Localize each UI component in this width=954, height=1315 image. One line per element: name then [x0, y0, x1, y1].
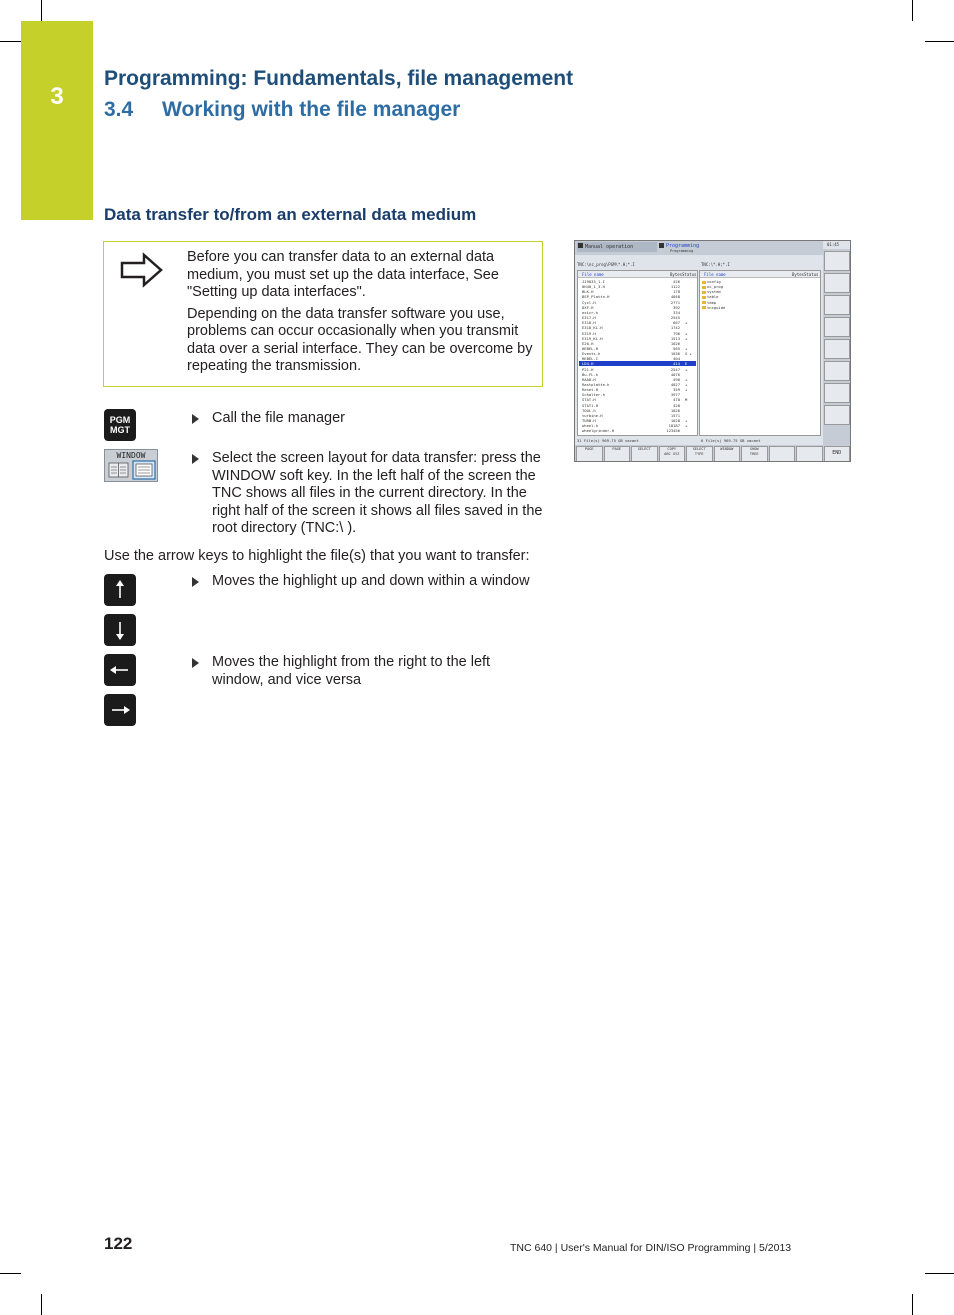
file-row[interactable]	[579, 428, 696, 433]
file-name: P21.H	[582, 366, 594, 372]
file-name: Bu-FL.h	[582, 371, 599, 377]
col-status: Status	[804, 272, 819, 277]
softkey[interactable]	[741, 446, 768, 462]
softkey[interactable]	[576, 446, 603, 462]
arrow-left-key[interactable]	[104, 654, 136, 686]
split-window-icon	[104, 449, 158, 482]
file-bytes: 1036	[670, 351, 680, 357]
file-name: HEBEL.H	[582, 345, 599, 351]
file-status: +	[685, 387, 688, 393]
file-name: Reset.H	[582, 387, 599, 393]
softkey-sublabel: ABC XYZ	[664, 452, 680, 456]
page-number: 122	[104, 1234, 133, 1253]
arrow-keys-intro: Use the arrow keys to highlight the file(s) that you want to transfer:	[104, 548, 530, 564]
softkey[interactable]	[686, 446, 713, 462]
col-file-name: File name	[582, 272, 604, 277]
clock: 01:45	[827, 242, 840, 247]
file-name: STAT1.H	[582, 402, 599, 408]
file-bytes: 428	[673, 402, 680, 408]
folder-row[interactable]	[702, 305, 725, 310]
file-bytes: 2545	[670, 315, 680, 321]
softkey[interactable]	[604, 446, 631, 462]
file-name: STAT.H	[582, 397, 596, 403]
file-bytes: 392	[673, 304, 680, 310]
softkey-label: PAGE	[584, 447, 594, 451]
arrow-down-icon	[104, 614, 136, 646]
folder-name: config	[707, 279, 721, 284]
chapter-number: 3	[50, 83, 64, 110]
step-text: Moves the highlight from the right to the left window, and vice versa	[212, 654, 491, 688]
bullet-triangle-icon	[192, 658, 199, 668]
tnc-screenshot	[574, 240, 851, 462]
side-softkey[interactable]	[824, 317, 850, 337]
file-status: S +	[685, 351, 692, 357]
folder-name: table	[707, 294, 719, 300]
file-status: +	[685, 418, 688, 424]
softkey-sublabel: TREE	[749, 452, 759, 456]
file-name: E318_KL.H	[582, 325, 603, 331]
side-softkey[interactable]	[824, 361, 850, 381]
file-name: BSP_Plattn.H	[582, 294, 610, 300]
file-name: Cycl.H	[582, 299, 596, 305]
pgm-mgt-key[interactable]	[104, 409, 136, 441]
right-column-header	[700, 271, 820, 278]
folder-icon	[702, 286, 706, 289]
bullet-triangle-icon	[192, 414, 199, 424]
crop-mark	[0, 1273, 21, 1274]
side-softkey[interactable]	[824, 273, 850, 293]
right-panel	[699, 270, 821, 436]
file-bytes: 1513	[670, 335, 680, 341]
folder-icon	[702, 291, 706, 294]
crop-mark	[925, 41, 954, 42]
crop-mark	[912, 1294, 913, 1315]
arrow-up-key[interactable]	[104, 574, 136, 606]
file-name: wheelgrinder.H	[582, 428, 615, 434]
file-bytes: 1571	[670, 412, 680, 418]
col-bytes: Bytes	[670, 272, 683, 277]
bullet-triangle-icon	[192, 454, 199, 464]
file-bytes: 4027	[670, 382, 680, 387]
softkey[interactable]	[769, 446, 796, 462]
file-name: Schalter.h	[582, 392, 605, 398]
file-bytes: 667	[673, 320, 680, 326]
mode-left-label: Manual operation	[585, 244, 634, 250]
file-bytes: 1028	[670, 418, 680, 424]
col-file-name: File name	[704, 272, 726, 277]
col-status: Status	[682, 272, 697, 277]
folder-icon	[702, 281, 706, 284]
window-softkey-label: WINDOW	[116, 451, 146, 460]
crop-mark	[41, 1294, 42, 1315]
left-panel	[577, 270, 698, 436]
file-name: DXF.H	[582, 304, 594, 310]
file-status: M	[685, 397, 688, 403]
file-bytes: 426	[673, 279, 680, 284]
file-name: wheel.h	[582, 423, 599, 429]
file-bytes: 123456	[666, 428, 680, 434]
file-bytes: 404	[673, 356, 680, 362]
softkey[interactable]	[714, 446, 741, 462]
file-bytes: 796	[673, 330, 680, 336]
file-name: Rastplatte.h	[582, 382, 610, 387]
chapter-title: Programming: Fundamentals, file management	[104, 67, 574, 90]
file-bytes: 1026	[670, 340, 680, 346]
file-name: Events.h	[582, 351, 601, 357]
file-bytes: 1742	[670, 325, 680, 331]
section-title: Working with the file manager	[162, 98, 461, 121]
file-name: RAAD.H	[582, 376, 596, 382]
file-name: JJ9033_1.I	[582, 279, 605, 284]
file-bytes: 1026	[670, 407, 680, 413]
arrow-up-icon	[104, 574, 136, 606]
pgm-key-label: PGM	[109, 415, 131, 425]
file-name: turbine.H	[582, 412, 603, 418]
folder-icon	[702, 306, 706, 309]
mode-right-label: Programming	[666, 243, 700, 249]
file-name: E319_KL.H	[582, 335, 603, 341]
file-bytes: 178	[673, 289, 680, 295]
mgt-key-label: MGT	[110, 425, 130, 435]
softkey[interactable]	[631, 446, 658, 462]
file-name: exicr.h	[582, 309, 599, 315]
file-name: E317.H	[582, 315, 596, 321]
file-bytes: 490	[673, 376, 680, 382]
mode-right-sub: Programming	[670, 249, 694, 253]
right-path: TNC:\*.H;*.I	[701, 262, 730, 267]
file-status: +	[685, 345, 688, 351]
folder-icon	[702, 301, 706, 304]
file-status: +	[685, 330, 688, 336]
manual-mode-icon	[578, 243, 583, 248]
arrow-down-key[interactable]	[104, 614, 136, 646]
file-bytes: 4076	[670, 371, 680, 377]
crop-mark	[41, 0, 42, 21]
arrow-left-icon	[104, 654, 136, 686]
step-text: Moves the highlight up and down within a window	[212, 573, 530, 589]
file-bytes: 4048	[670, 294, 680, 300]
window-softkey[interactable]	[104, 449, 158, 482]
softkey-label: PAGE	[612, 447, 622, 451]
note-paragraph: Before you can transfer data to an external data medium, you must set up the data interface, See "Setting up data interfaces".	[187, 249, 499, 300]
arrow-right-icon	[104, 694, 136, 726]
file-name: 0H40_1_3.H	[582, 284, 605, 290]
file-bytes: 2771	[670, 299, 680, 305]
side-softkey[interactable]	[824, 339, 850, 359]
file-bytes: 565	[673, 345, 680, 351]
crop-mark	[925, 1273, 954, 1274]
left-column-header	[578, 271, 697, 278]
file-bytes: 1122	[670, 284, 680, 290]
file-name: LD4.H	[582, 361, 594, 367]
folder-icon	[702, 296, 706, 299]
softkey-label: SELECT	[692, 447, 706, 451]
side-softkey[interactable]	[824, 383, 850, 403]
file-bytes: 334	[673, 309, 680, 315]
step-text: Call the file manager	[212, 410, 345, 426]
file-bytes: 18187	[668, 423, 680, 429]
side-softkey-column	[823, 249, 851, 445]
softkey-label: SELECT	[637, 447, 651, 451]
file-bytes: 359	[673, 387, 680, 393]
left-footer: 31 File(s) 969.75 GB vacant	[577, 438, 639, 443]
file-bytes: 2547	[670, 366, 680, 372]
file-status: E	[685, 361, 688, 367]
file-bytes: 478	[673, 397, 680, 403]
right-footer: 6 File(s) 969.75 GB vacant	[701, 438, 761, 443]
arrow-right-icon	[120, 252, 164, 288]
file-status: +	[685, 376, 688, 382]
side-softkey[interactable]	[824, 405, 850, 425]
folder-name: tncguide	[707, 304, 726, 310]
side-softkey[interactable]	[824, 295, 850, 315]
softkey-label: END	[832, 450, 842, 456]
file-name: HEBEL.I	[582, 356, 599, 362]
folder-name: nc_prog	[707, 284, 724, 290]
file-name: TURB.H	[582, 418, 596, 424]
file-bytes: 3977	[670, 392, 680, 398]
softkey[interactable]	[796, 446, 823, 462]
softkey-label: WINDOW	[720, 447, 734, 451]
section-heading	[104, 98, 460, 122]
file-status: +	[685, 335, 688, 341]
chapter-tab	[21, 21, 93, 220]
softkey-bar	[575, 445, 851, 462]
subsection-title: Data transfer to/from an external data medium	[104, 205, 477, 224]
document-title: TNC 640 | User's Manual for DIN/ISO Programming | 5/2013	[510, 1242, 792, 1254]
programming-mode-icon	[659, 243, 664, 248]
note-paragraph: Depending on the data transfer software you use, problems can occur occasionally when you transmit data over a serial interface. They can be overcome by repeating the transmission.	[187, 305, 533, 374]
file-status: +	[685, 423, 688, 429]
section-number: 3.4	[104, 98, 134, 121]
file-bytes: 414	[673, 361, 680, 367]
bullet-triangle-icon	[192, 577, 199, 587]
folder-name: system	[707, 289, 721, 295]
file-name: E319.H	[582, 330, 596, 336]
file-name: E20.H	[582, 340, 594, 346]
softkey-label: SHOW	[749, 447, 759, 451]
crop-mark	[0, 41, 21, 42]
note-box	[103, 241, 543, 387]
softkey[interactable]	[824, 446, 851, 462]
softkey-label: COPY	[667, 447, 677, 451]
softkey[interactable]	[659, 446, 686, 462]
file-status: +	[685, 382, 688, 387]
file-name: TOOL.h	[582, 407, 596, 413]
softkey-sublabel: TYPE	[694, 452, 704, 456]
file-name: BLK.H	[582, 289, 594, 295]
file-status: +	[685, 366, 688, 372]
folder-name: temp	[707, 299, 717, 305]
file-status: +	[685, 320, 688, 326]
note-text	[187, 249, 539, 380]
left-path: TNC:\nc_prog\PGM\*.H;*.I	[577, 262, 635, 267]
col-bytes: Bytes	[792, 272, 805, 277]
side-softkey[interactable]	[824, 251, 850, 271]
arrow-right-key[interactable]	[104, 694, 136, 726]
file-name: E318.H	[582, 320, 596, 326]
step-text: Select the screen layout for data transfer: press the WINDOW soft key. In the left half of the screen the TNC shows all files in the current directory. In the right half of the screen it shows all files saved in the root directory (TNC:\ ).	[212, 450, 543, 536]
crop-mark	[912, 0, 913, 21]
